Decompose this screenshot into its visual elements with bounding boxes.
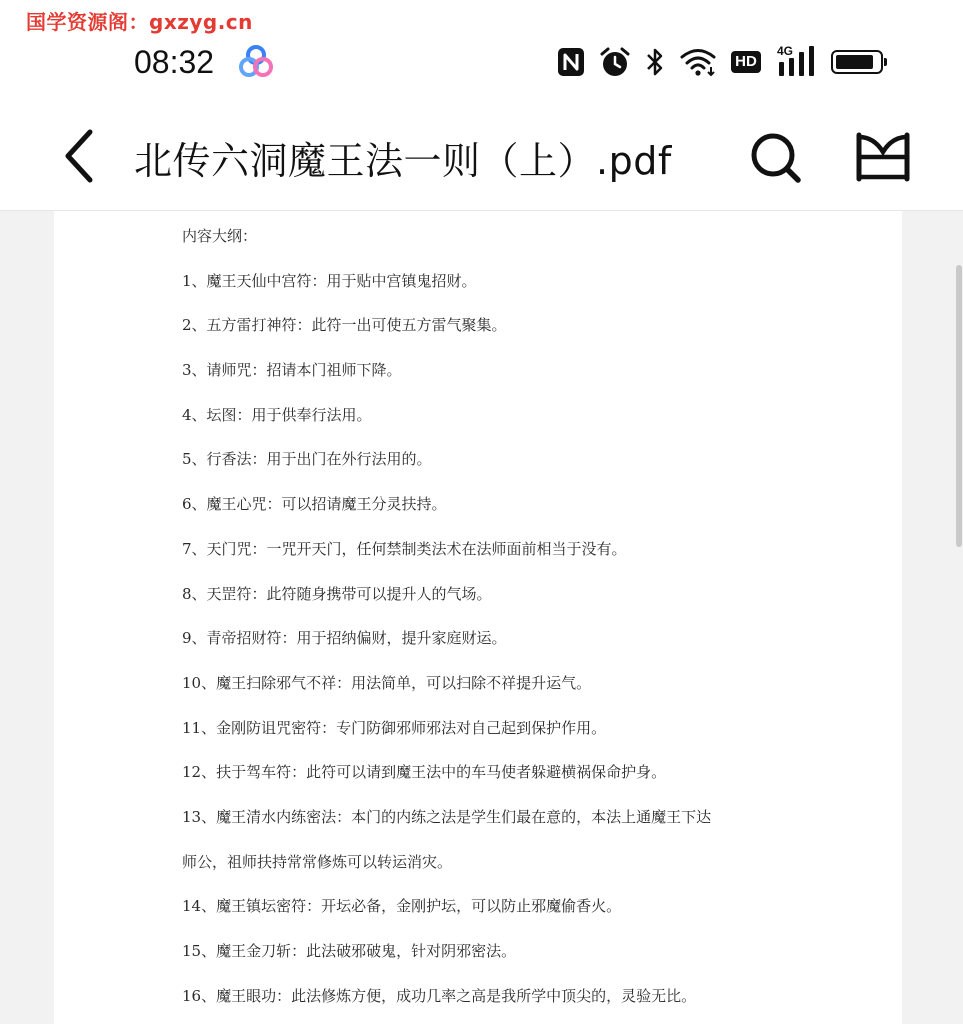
bluetooth-icon [645,46,665,78]
pdf-page [54,211,902,1024]
outline-line: 1、魔王天仙中宫符：用于贴中宫镇鬼招财。 [182,271,477,290]
outline-line: 11、金刚防诅咒密符：专门防御邪师邪法对自己起到保护作用。 [182,718,607,737]
outline-heading: 内容大纲： [182,227,258,245]
search-icon[interactable] [748,130,804,186]
outline-line: 8、天罡符：此符随身携带可以提升人的气场。 [182,584,492,603]
nfc-icon [557,47,585,77]
hd-icon: HD [731,51,761,73]
scrollbar-thumb[interactable] [956,265,962,547]
top-nav-bar [0,100,963,211]
alarm-icon [599,46,631,78]
outline-line: 14、魔王镇坛密符：开坛必备，金刚护坛，可以防止邪魔偷香火。 [182,897,622,916]
battery-level [836,55,873,69]
status-icons [557,44,883,80]
outline-line: 4、坛图：用于供奉行法用。 [182,405,372,424]
outline-line: 9、青帝招财符：用于招纳偏财，提升家庭财运。 [182,629,507,648]
outline-line: 5、行香法：用于出门在外行法用的。 [182,450,432,469]
document-title: 北传六洞魔王法一则（上）.pdf [134,139,672,183]
chevron-left-icon[interactable] [58,126,102,186]
network-type-label: 4G [777,44,794,58]
wifi-icon [679,47,717,77]
battery-icon [831,50,883,74]
status-time: 08:32 [134,44,215,80]
watermark-text: 国学资源阁：gxzyg.cn [26,10,253,34]
outline-line: 6、魔王心咒：可以招请魔王分灵扶持。 [182,495,447,514]
content-outline [182,225,711,1024]
signal-bars-icon [775,46,817,78]
outline-line: 12、扶于驾车符：此符可以请到魔王法中的车马使者躲避横祸保命护身。 [182,763,667,782]
outline-line: 13、魔王清水内练密法：本门的内练之法是学生们最在意的，本法上通魔王下达 [182,807,712,826]
outline-line: 15、魔王金刀斩：此法破邪破鬼，针对阴邪密法。 [182,942,517,960]
menu-icon[interactable] [856,132,910,182]
battery-cap [884,58,887,66]
outline-line: 16、魔王眼功：此法修炼方便，成功几率之高是我所学中顶尖的，灵验无比。 [182,986,697,1005]
outline-line: 7、天门咒：一咒开天门，任何禁制类法术在法师面前相当于没有。 [182,539,627,558]
outline-line: 2、五方雷打神符：此符一出可使五方雷气聚集。 [182,316,507,335]
outline-line: 师公，祖师扶持常常修炼可以转运消灾。 [182,852,453,871]
pdf-viewer[interactable] [0,211,963,1024]
signal-icon [775,46,817,78]
outline-line: 3、请师咒：招请本门祖师下降。 [182,361,402,380]
app-icon [238,44,274,80]
outline-line: 10、魔王扫除邪气不祥：用法简单，可以扫除不祥提升运气。 [182,673,592,692]
status-bar [0,36,963,88]
